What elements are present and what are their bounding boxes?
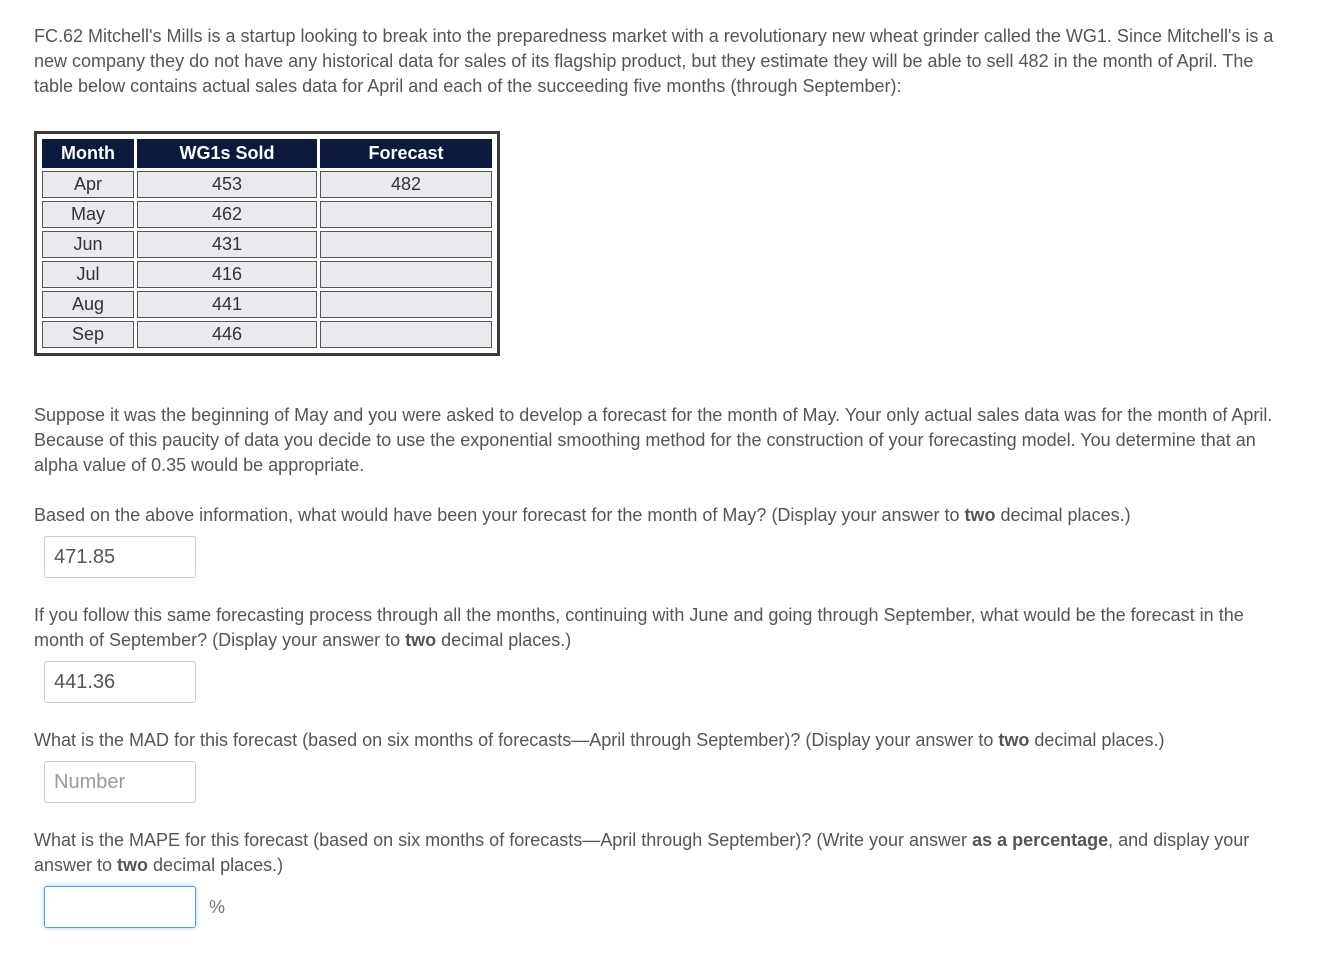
month-cell: Apr xyxy=(42,171,134,198)
table-row xyxy=(42,261,492,288)
mad-input[interactable] xyxy=(44,761,196,803)
q3-bold: two xyxy=(998,730,1030,750)
q3-text-after: decimal places.) xyxy=(1029,730,1165,750)
q1-bold: two xyxy=(964,505,996,525)
question-4-text xyxy=(34,828,1284,878)
q4-text-after: decimal places.) xyxy=(148,855,284,875)
question-1-text xyxy=(34,503,1284,528)
month-cell: Jul xyxy=(42,261,134,288)
q1-text-after: decimal places.) xyxy=(995,505,1131,525)
september-forecast-input[interactable] xyxy=(44,661,196,703)
month-cell: Jun xyxy=(42,231,134,258)
header-sold: WG1s Sold xyxy=(137,139,317,168)
forecast-cell xyxy=(320,321,492,348)
table-row xyxy=(42,171,492,198)
scenario-paragraph: Suppose it was the beginning of May and you were asked to develop a forecast for the month of May. Your only actual sales data was for the month of April. Because of this paucity of data you decide to use the exponential smoothing method for the construction of your forecasting model. You determine that an alpha value of 0.35 would be appropriate. xyxy=(34,405,1273,475)
forecast-cell xyxy=(320,231,492,258)
mape-answer-row xyxy=(34,878,1284,928)
q2-text-before: If you follow this same forecasting process through all the months, continuing with June and going through September, what would be the forecast in the month of September? (Display your answer to xyxy=(34,605,1244,650)
percent-unit: % xyxy=(209,896,226,917)
table-row xyxy=(42,231,492,258)
q2-bold: two xyxy=(405,630,437,650)
may-forecast-input[interactable] xyxy=(44,536,196,578)
q3-text-before: What is the MAD for this forecast (based on six months of forecasts—April through September)? (Display your answer to xyxy=(34,730,999,750)
sold-cell: 431 xyxy=(137,231,317,258)
forecast-cell xyxy=(320,201,492,228)
question-2-text xyxy=(34,603,1284,653)
mape-input[interactable] xyxy=(44,886,196,928)
question-3-text xyxy=(34,728,1284,753)
month-cell: Aug xyxy=(42,291,134,318)
table-header-row xyxy=(42,139,492,168)
sold-cell: 441 xyxy=(137,291,317,318)
sold-cell: 416 xyxy=(137,261,317,288)
sold-cell: 462 xyxy=(137,201,317,228)
question-content xyxy=(34,24,1284,928)
forecast-cell: 482 xyxy=(320,171,492,198)
forecast-cell xyxy=(320,261,492,288)
sold-cell: 453 xyxy=(137,171,317,198)
header-month: Month xyxy=(42,139,134,168)
forecast-cell xyxy=(320,291,492,318)
table-row xyxy=(42,201,492,228)
month-cell: May xyxy=(42,201,134,228)
sales-table-frame xyxy=(34,131,500,356)
q4-bold-1: as a percentage xyxy=(972,830,1109,850)
header-forecast: Forecast xyxy=(320,139,492,168)
month-cell: Sep xyxy=(42,321,134,348)
table-row xyxy=(42,291,492,318)
table-row xyxy=(42,321,492,348)
q4-text-mid: , and display your answer to xyxy=(34,830,1250,875)
sales-table xyxy=(39,136,495,351)
intro-paragraph: FC.62 Mitchell's Mills is a startup looking to break into the preparedness market with a revolutionary new wheat grinder called the WG1. Since Mitchell's is a new company they do not have any historical data for sales of its flagship product, but they estimate they will be able to sell 482 in the month of April. The table below contains actual sales data for April and each of the succeeding five months (through September): xyxy=(34,26,1274,96)
q4-bold-2: two xyxy=(117,855,149,875)
q2-text-after: decimal places.) xyxy=(436,630,572,650)
sold-cell: 446 xyxy=(137,321,317,348)
q4-text-before: What is the MAPE for this forecast (based on six months of forecasts—April through September)? (Write your answer xyxy=(34,830,973,850)
q1-text-before: Based on the above information, what would have been your forecast for the month of May? (Display your answer to xyxy=(34,505,965,525)
